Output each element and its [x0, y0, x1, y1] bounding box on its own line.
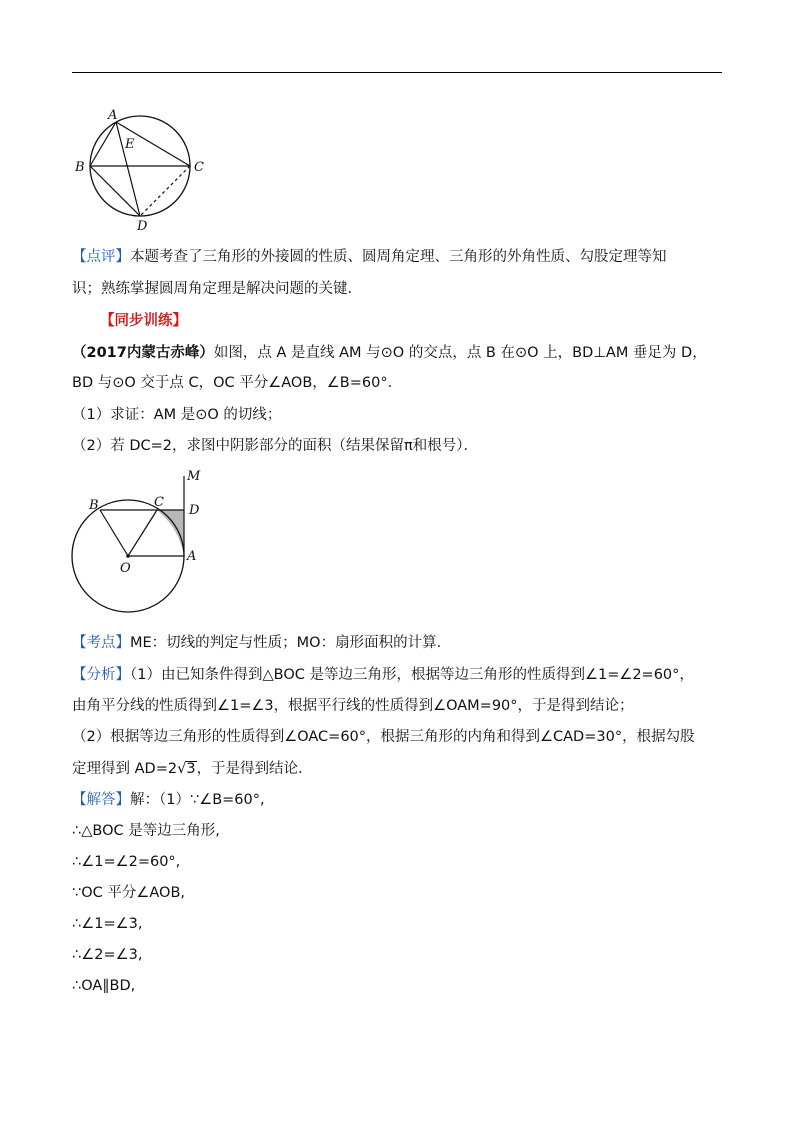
header-rule — [72, 72, 722, 73]
problem-line-1 — [72, 343, 722, 363]
figure-tangent-circle — [66, 466, 216, 616]
problem-text-2: BD 与⊙O 交于点 C，OC 平分∠AOB，∠B=60°． — [72, 375, 403, 391]
fenxi-text-2: 由角平分线的性质得到∠1=∠3，根据平行线的性质得到∠OAM=90°，于是得到结论； — [72, 698, 634, 714]
sync-heading-text: 【同步训练】 — [100, 313, 187, 329]
sqrt-symbol: √ — [177, 761, 187, 777]
fenxi-line-2 — [72, 696, 722, 716]
fenxi-text-4-pre: 定理得到 AD=2 — [72, 761, 178, 777]
fig1-label-e: E — [125, 137, 135, 152]
problem-q1 — [72, 405, 722, 425]
problem-q2 — [72, 436, 722, 456]
jieda-step — [72, 976, 722, 996]
jieda-step-text: ∴∠2=∠3, — [72, 947, 143, 963]
comment-line-1 — [72, 247, 722, 267]
comment-line-2 — [72, 279, 722, 299]
fenxi-text-3: （2）根据等边三角形的性质得到∠OAC=60°，根据三角形的内角和得到∠CAD=30°，根据勾股 — [72, 729, 695, 745]
segment-cd-dashed — [140, 166, 190, 216]
fenxi-line-1 — [72, 665, 722, 685]
sync-heading — [100, 311, 750, 331]
fig1-label-a: A — [108, 108, 118, 123]
fig1-label-c: C — [194, 160, 204, 175]
jieda-step — [72, 852, 722, 872]
fig1-label-d: D — [137, 219, 148, 234]
problem-q1-text: （1）求证：AM 是⊙O 的切线； — [72, 407, 282, 423]
comment-text-1: 本题考查了三角形的外接圆的性质、圆周角定理、三角形的外角性质、勾股定理等知 — [130, 249, 667, 265]
comment-text-2: 识；熟练掌握圆周角定理是解决问题的关键． — [72, 281, 362, 297]
jieda-step — [72, 945, 722, 965]
segment-bd — [90, 166, 140, 216]
jieda-step-text: ∴OA∥BD, — [72, 978, 136, 994]
jieda-step — [72, 914, 722, 934]
fig2-label-c: C — [154, 495, 164, 510]
fig1-label-b: B — [75, 160, 85, 175]
fig2-label-d: D — [189, 503, 200, 518]
figure-circle-abcd — [70, 106, 210, 236]
jieda-step — [72, 821, 722, 841]
sqrt-radicand: 3 — [186, 761, 196, 777]
problem-text-1: 如图，点 A 是直线 AM 与⊙O 的交点，点 B 在⊙O 上，BD⊥AM 垂足为 D， — [213, 345, 707, 361]
segment-ab — [90, 122, 116, 166]
fenxi-line-4 — [72, 759, 722, 779]
problem-q2-text: （2）若 DC=2，求图中阴影部分的面积（结果保留π和根号）． — [72, 438, 478, 454]
jieda-step-text: ∴∠1=∠2=60°, — [72, 854, 181, 870]
jieda-step-text: ∴△BOC 是等边三角形, — [72, 823, 220, 839]
comment-tag: 【点评】 — [72, 249, 130, 265]
jieda-step — [72, 883, 722, 903]
fenxi-text-4-post: ，于是得到结论． — [196, 761, 313, 777]
problem-source: （2017内蒙古赤峰） — [72, 345, 214, 361]
fig2-label-a: A — [187, 549, 197, 564]
fig2-label-b: B — [89, 498, 99, 513]
jieda-line-first — [72, 790, 722, 810]
kaodian-tag: 【考点】 — [72, 635, 130, 651]
segment-ob — [100, 510, 128, 556]
kaodian-line — [72, 633, 722, 653]
jieda-tag: 【解答】 — [72, 792, 130, 808]
center-point-o — [126, 554, 130, 558]
jieda-first-text: 解：（1）∵∠B=60°, — [130, 792, 265, 808]
fenxi-tag: 【分析】 — [72, 667, 130, 683]
segment-oc — [128, 510, 157, 556]
fig2-label-o: O — [120, 561, 131, 576]
shaded-region — [157, 510, 184, 556]
jieda-step-text: ∵OC 平分∠AOB, — [72, 885, 186, 901]
fig2-label-m: M — [187, 469, 201, 484]
jieda-step-text: ∴∠1=∠3, — [72, 916, 143, 932]
kaodian-text: ME：切线的判定与性质；MO：扇形面积的计算． — [130, 635, 452, 651]
fenxi-text-1: （1）由已知条件得到△BOC 是等边三角形，根据等边三角形的性质得到∠1=∠2=60°， — [130, 667, 694, 683]
fenxi-line-3 — [72, 727, 722, 747]
problem-line-2 — [72, 373, 722, 393]
